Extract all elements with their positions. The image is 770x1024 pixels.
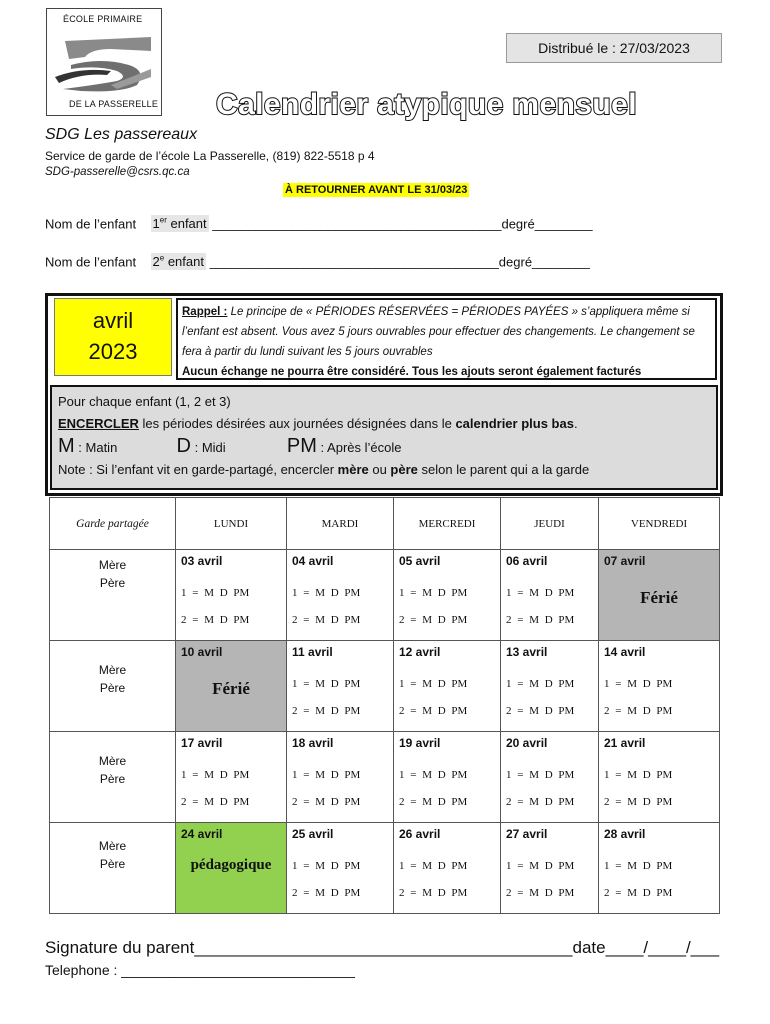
service-info: Service de garde de l’école La Passerelle, (819) 822-5518 p 4 — [45, 149, 375, 163]
child-2-label: Nom de l’enfant — [45, 254, 137, 270]
child-1-periods[interactable]: 1 = M D PM — [506, 860, 575, 872]
pedagogical-day-label: pédagogique — [190, 857, 272, 873]
day-cell — [394, 823, 501, 914]
mere-option[interactable]: Mère — [98, 754, 127, 768]
child-2-periods[interactable]: 2 = M D PM — [399, 614, 468, 626]
mere-option[interactable]: Mère — [98, 663, 127, 677]
week-row — [50, 641, 720, 732]
day-date: 25 avril — [292, 827, 334, 841]
child-1-periods[interactable]: 1 = M D PM — [506, 678, 575, 690]
child-1-name-field[interactable]: ________________________________________ — [212, 216, 502, 232]
day-cell — [394, 732, 501, 823]
child-1-periods[interactable]: 1 = M D PM — [181, 587, 250, 599]
day-date: 27 avril — [506, 827, 548, 841]
day-date: 05 avril — [399, 554, 441, 568]
period-legend: M : Matin D : Midi PM : Après l’école — [58, 435, 402, 457]
child-2-periods[interactable]: 2 = M D PM — [292, 705, 361, 717]
reminder-warning: Aucun échange ne pourra être considéré. Tous les ajouts seront également facturés — [182, 366, 642, 378]
child-2-periods[interactable]: 2 = M D PM — [604, 796, 673, 808]
mere-option[interactable]: Mère — [98, 558, 127, 572]
child-2-periods[interactable]: 2 = M D PM — [292, 887, 361, 899]
child-1-periods[interactable]: 1 = M D PM — [604, 678, 673, 690]
logo-swoosh-icon — [51, 27, 157, 99]
child-2-periods[interactable]: 2 = M D PM — [292, 796, 361, 808]
day-cell — [599, 550, 720, 641]
day-date: 11 avril — [292, 645, 333, 659]
day-cell — [287, 550, 394, 641]
child-1-periods[interactable]: 1 = M D PM — [181, 769, 250, 781]
child-2-periods[interactable]: 2 = M D PM — [181, 614, 250, 626]
distribution-date: Distribué le : 27/03/2023 — [506, 33, 722, 63]
pere-option[interactable]: Père — [99, 681, 126, 695]
parent-cell — [50, 550, 176, 641]
day-date: 03 avril — [181, 554, 223, 568]
week-row — [50, 550, 720, 641]
day-date: 17 avril — [181, 736, 223, 750]
day-cell — [599, 641, 720, 732]
child-2-tag: 2e enfant — [152, 254, 204, 270]
day-cell — [501, 823, 599, 914]
day-date: 26 avril — [399, 827, 441, 841]
child-1-periods[interactable]: 1 = M D PM — [604, 769, 673, 781]
parent-cell — [50, 641, 176, 732]
month-name: avril — [92, 308, 134, 333]
day-cell — [501, 550, 599, 641]
child-1-periods[interactable]: 1 = M D PM — [292, 678, 361, 690]
child-1-periods[interactable]: 1 = M D PM — [399, 860, 468, 872]
child-1-tag: 1er enfant — [152, 216, 207, 232]
day-date: 28 avril — [604, 827, 646, 841]
month-year: 2023 — [88, 339, 138, 364]
child-2-periods[interactable]: 2 = M D PM — [506, 614, 575, 626]
child-2-periods[interactable]: 2 = M D PM — [181, 796, 250, 808]
day-cell — [287, 641, 394, 732]
day-cell — [287, 732, 394, 823]
child-2-periods[interactable]: 2 = M D PM — [604, 887, 673, 899]
child-1-periods[interactable]: 1 = M D PM — [399, 678, 468, 690]
child-1-periods[interactable]: 1 = M D PM — [506, 769, 575, 781]
day-date: 18 avril — [292, 736, 334, 750]
mere-option[interactable]: Mère — [98, 839, 127, 853]
week-row — [50, 732, 720, 823]
pere-option[interactable]: Père — [99, 772, 126, 786]
day-date: 04 avril — [292, 554, 334, 568]
header-lundi: LUNDI — [176, 498, 287, 550]
instructions-line-2: ENCERCLER les périodes désirées aux journées désignées dans le calendrier plus bas. — [58, 416, 578, 431]
calendar-header-row — [50, 498, 720, 550]
day-date: 20 avril — [506, 736, 548, 750]
instructions-line-1: Pour chaque enfant (1, 2 et 3) — [58, 394, 231, 409]
reminder-box — [176, 298, 717, 380]
reminder-text: Le principe de « PÉRIODES RÉSERVÉES = PÉRIODES PAYÉES » s’appliquera même si l’enfant est absent. Vous avez 5 jours ouvrables pour effectuer des changements. Le changement se fera à partir du lundi suivant les 5 jours ouvrables — [182, 306, 695, 358]
logo-top-text: ÉCOLE PRIMAIRE — [63, 14, 143, 24]
child-1-periods[interactable]: 1 = M D PM — [506, 587, 575, 599]
child-1-label: Nom de l’enfant — [45, 216, 137, 232]
child-2-grade-field[interactable]: degré________ — [498, 254, 590, 270]
child-1-grade-field[interactable]: degré________ — [501, 216, 593, 232]
day-cell — [176, 732, 287, 823]
header-jeudi: JEUDI — [501, 498, 599, 550]
child-2-periods[interactable]: 2 = M D PM — [506, 796, 575, 808]
child-2-periods[interactable]: 2 = M D PM — [399, 887, 468, 899]
day-date: 19 avril — [399, 736, 441, 750]
child-1-periods[interactable]: 1 = M D PM — [399, 769, 468, 781]
holiday-label: Férié — [212, 679, 250, 698]
day-cell — [394, 550, 501, 641]
header-garde: Garde partagée — [50, 498, 176, 550]
signature-line[interactable]: Signature du parent________________________________________date____/____/___ — [45, 938, 720, 957]
parent-cell — [50, 823, 176, 914]
calendar-table — [49, 497, 720, 914]
telephone-line[interactable]: Telephone : ______________________________ — [45, 962, 355, 978]
header-vendredi: VENDREDI — [599, 498, 720, 550]
day-date: 06 avril — [506, 554, 548, 568]
header-mardi: MARDI — [287, 498, 394, 550]
day-date: 24 avril — [181, 827, 223, 841]
child-1-periods[interactable]: 1 = M D PM — [399, 587, 468, 599]
day-cell — [394, 641, 501, 732]
day-cell — [501, 732, 599, 823]
day-date: 07 avril — [604, 554, 646, 568]
child-2-name-field[interactable]: ________________________________________ — [209, 254, 499, 270]
child-2-periods[interactable]: 2 = M D PM — [399, 705, 468, 717]
child-2-periods[interactable]: 2 = M D PM — [506, 705, 575, 717]
day-date: 13 avril — [506, 645, 548, 659]
child-1-periods[interactable]: 1 = M D PM — [292, 860, 361, 872]
service-name: SDG Les passereaux — [45, 126, 198, 143]
day-date: 14 avril — [604, 645, 646, 659]
instructions-box — [50, 385, 718, 490]
header-mercredi: MERCREDI — [394, 498, 501, 550]
pere-option[interactable]: Père — [99, 857, 126, 871]
school-logo — [46, 8, 162, 116]
day-cell — [287, 823, 394, 914]
instructions-note: Note : Si l’enfant vit en garde-partagé, encercler mère ou père selon le parent qui a la garde — [58, 462, 590, 477]
service-email: SDG-passerelle@csrs.qc.ca — [45, 166, 190, 178]
child-1-periods[interactable]: 1 = M D PM — [292, 587, 361, 599]
child-2-periods[interactable]: 2 = M D PM — [292, 614, 361, 626]
holiday-label: Férié — [640, 588, 678, 607]
day-cell — [501, 641, 599, 732]
return-deadline: À RETOURNER AVANT LE 31/03/23 — [285, 184, 468, 196]
parent-cell — [50, 732, 176, 823]
day-cell — [599, 732, 720, 823]
day-date: 21 avril — [604, 736, 646, 750]
month-box — [54, 298, 172, 376]
child-1-periods[interactable]: 1 = M D PM — [604, 860, 673, 872]
day-date: 10 avril — [181, 645, 223, 659]
child-2-periods[interactable]: 2 = M D PM — [506, 887, 575, 899]
day-cell — [176, 823, 287, 914]
page-title: Calendrier atypique mensuel — [216, 88, 637, 121]
child-2-row — [45, 254, 590, 269]
child-2-periods[interactable]: 2 = M D PM — [399, 796, 468, 808]
day-date: 12 avril — [399, 645, 441, 659]
logo-bottom-text: DE LA PASSERELLE — [69, 99, 159, 109]
child-1-row — [45, 216, 593, 231]
child-2-periods[interactable]: 2 = M D PM — [604, 705, 673, 717]
week-row — [50, 823, 720, 914]
pere-option[interactable]: Père — [99, 576, 126, 590]
child-1-periods[interactable]: 1 = M D PM — [292, 769, 361, 781]
day-cell — [176, 641, 287, 732]
day-cell — [599, 823, 720, 914]
day-cell — [176, 550, 287, 641]
reminder-label: Rappel : — [182, 306, 228, 318]
